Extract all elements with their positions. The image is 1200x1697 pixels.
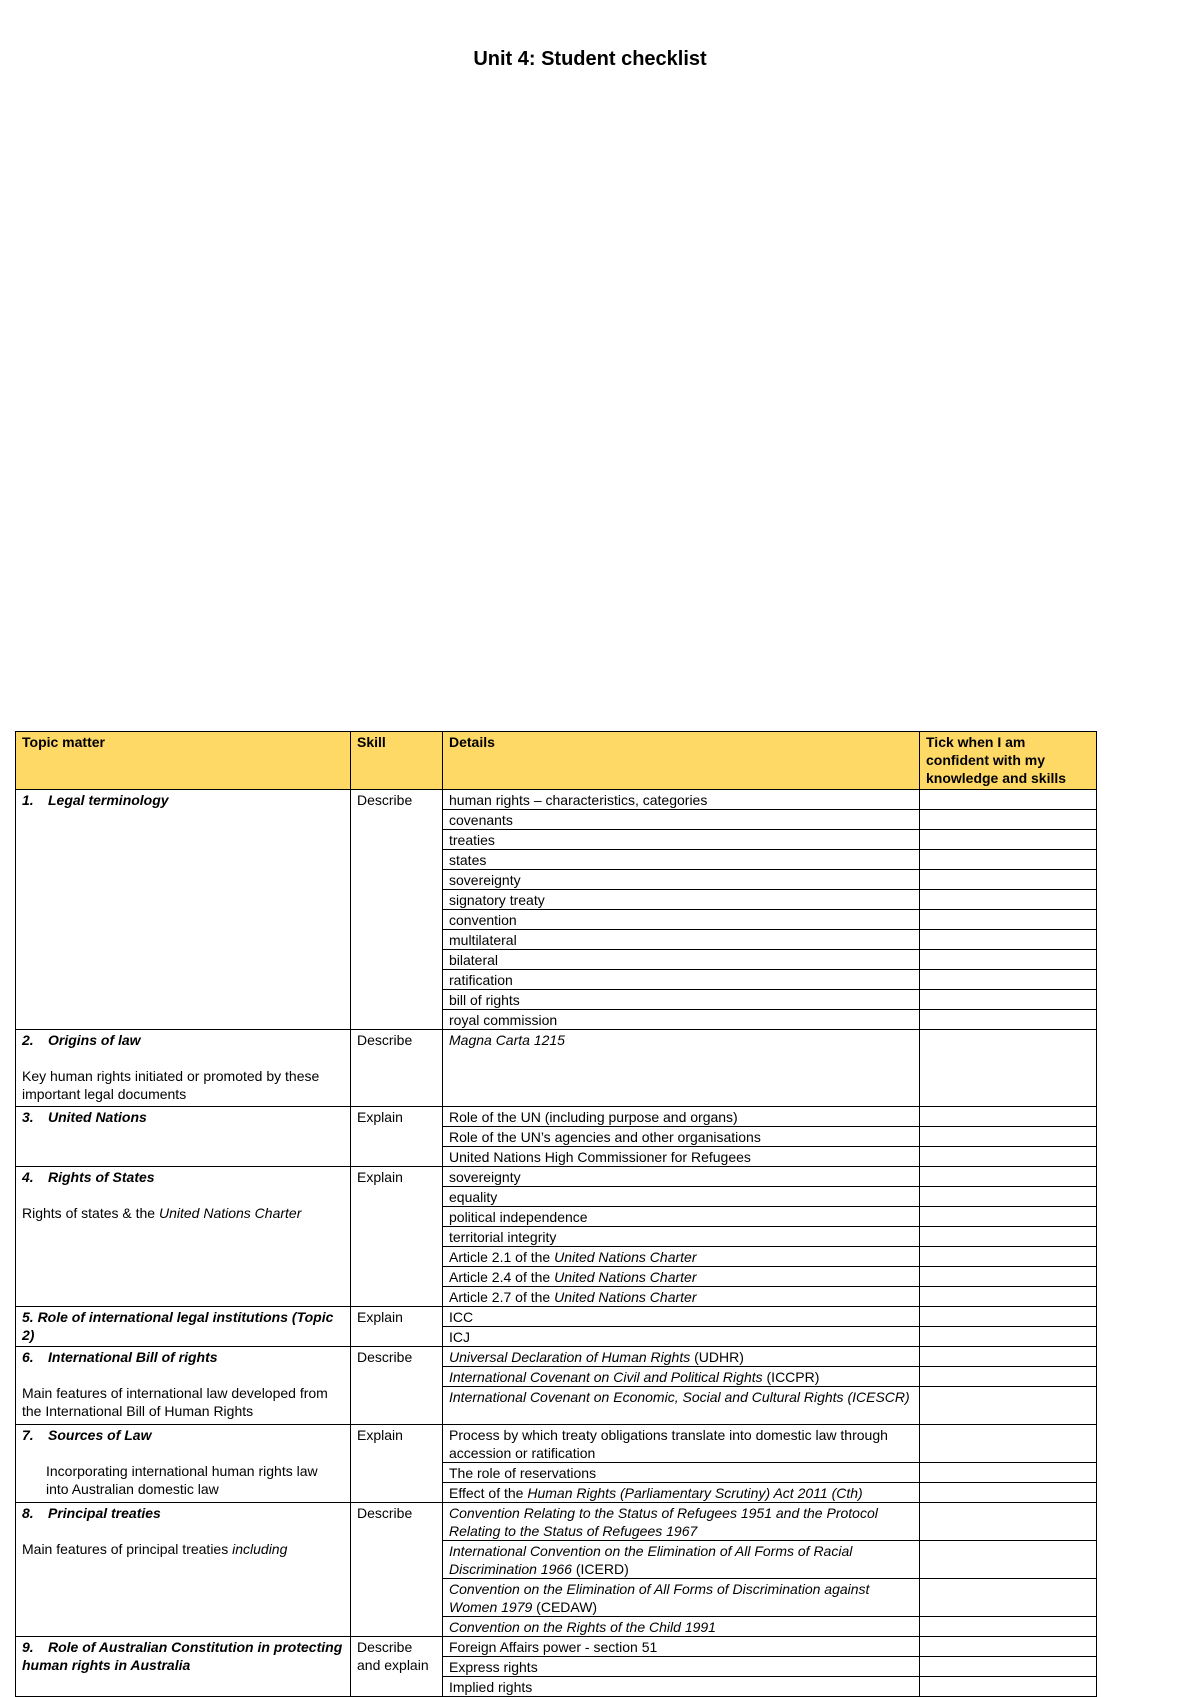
header-topic-matter: Topic matter xyxy=(16,732,351,790)
tick-cell[interactable] xyxy=(920,1347,1097,1367)
topic-title: International Bill of rights xyxy=(48,1349,218,1365)
skill-cell: Describe xyxy=(351,790,443,1030)
skill-cell: Describe xyxy=(351,1347,443,1425)
tick-cell[interactable] xyxy=(920,1617,1097,1637)
tick-cell[interactable] xyxy=(920,1327,1097,1347)
detail-item: International Convention on the Elimination of All Forms of Racial Discrimination 1966 (ICERD) xyxy=(443,1541,920,1579)
tick-cell[interactable] xyxy=(920,970,1097,990)
header-skill: Skill xyxy=(351,732,443,790)
detail-item: covenants xyxy=(443,810,920,830)
tick-cell[interactable] xyxy=(920,1425,1097,1463)
tick-cell[interactable] xyxy=(920,810,1097,830)
tick-cell[interactable] xyxy=(920,790,1097,810)
detail-item: territorial integrity xyxy=(443,1227,920,1247)
checklist-table xyxy=(15,731,1097,1697)
tick-cell[interactable] xyxy=(920,1167,1097,1187)
tick-cell[interactable] xyxy=(920,1503,1097,1541)
tick-cell[interactable] xyxy=(920,1637,1097,1657)
tick-cell[interactable] xyxy=(920,1367,1097,1387)
detail-item: equality xyxy=(443,1187,920,1207)
detail-item: ICJ xyxy=(443,1327,920,1347)
detail-item: ICC xyxy=(443,1307,920,1327)
tick-cell[interactable] xyxy=(920,1541,1097,1579)
detail-item: multilateral xyxy=(443,930,920,950)
tick-cell[interactable] xyxy=(920,1307,1097,1327)
topic-title: Sources of Law xyxy=(48,1427,152,1443)
tick-cell[interactable] xyxy=(920,1287,1097,1307)
detail-item: Article 2.1 of the United Nations Charter xyxy=(443,1247,920,1267)
skill-cell: Describe xyxy=(351,1030,443,1107)
detail-item: convention xyxy=(443,910,920,930)
topic-cell: 1. Legal terminology xyxy=(16,790,351,1030)
topic-title: Origins of law xyxy=(48,1032,141,1048)
tick-cell[interactable] xyxy=(920,1127,1097,1147)
tick-cell[interactable] xyxy=(920,1483,1097,1503)
tick-cell[interactable] xyxy=(920,1657,1097,1677)
detail-item: ratification xyxy=(443,970,920,990)
detail-item: Convention Relating to the Status of Refugees 1951 and the Protocol Relating to the Status of Refugees 1967 xyxy=(443,1503,920,1541)
tick-cell[interactable] xyxy=(920,850,1097,870)
topic-note: Rights of states & the United Nations Charter xyxy=(22,1205,302,1221)
detail-item: signatory treaty xyxy=(443,890,920,910)
detail-item: Magna Carta 1215 xyxy=(443,1030,920,1107)
topic-cell: 3. United Nations xyxy=(16,1107,351,1167)
detail-item: Implied rights xyxy=(443,1677,920,1697)
skill-cell: Explain xyxy=(351,1307,443,1347)
topic-note: Incorporating international human rights law into Australian domestic law xyxy=(46,1463,318,1497)
topic-title: 5. Role of international legal institutions (Topic 2) xyxy=(22,1309,334,1343)
detail-item: Foreign Affairs power - section 51 xyxy=(443,1637,920,1657)
detail-item: political independence xyxy=(443,1207,920,1227)
header-details: Details xyxy=(443,732,920,790)
detail-item: sovereignty xyxy=(443,1167,920,1187)
topic-cell: 6. International Bill of rights Main features of international law developed from the International Bill of Human Rights xyxy=(16,1347,351,1425)
tick-cell[interactable] xyxy=(920,910,1097,930)
tick-cell[interactable] xyxy=(920,1187,1097,1207)
detail-item: Article 2.4 of the United Nations Charter xyxy=(443,1267,920,1287)
detail-item: sovereignty xyxy=(443,870,920,890)
tick-cell[interactable] xyxy=(920,1247,1097,1267)
detail-item: bill of rights xyxy=(443,990,920,1010)
tick-cell[interactable] xyxy=(920,930,1097,950)
detail-item: bilateral xyxy=(443,950,920,970)
detail-item: treaties xyxy=(443,830,920,850)
detail-item: International Covenant on Economic, Social and Cultural Rights (ICESCR) xyxy=(443,1387,920,1425)
topic-cell: 8. Principal treaties Main features of principal treaties including xyxy=(16,1503,351,1637)
tick-cell[interactable] xyxy=(920,830,1097,850)
tick-cell[interactable] xyxy=(920,1147,1097,1167)
skill-cell: Describe and explain xyxy=(351,1637,443,1697)
detail-item: Article 2.7 of the United Nations Charter xyxy=(443,1287,920,1307)
tick-cell[interactable] xyxy=(920,1107,1097,1127)
tick-cell[interactable] xyxy=(920,890,1097,910)
tick-cell[interactable] xyxy=(920,1207,1097,1227)
topic-title: Rights of States xyxy=(48,1169,155,1185)
topic-note: Key human rights initiated or promoted by these important legal documents xyxy=(22,1068,320,1102)
topic-cell: 4. Rights of States Rights of states & the United Nations Charter xyxy=(16,1167,351,1307)
skill-cell: Explain xyxy=(351,1425,443,1503)
topic-note: Main features of principal treaties including xyxy=(22,1541,288,1557)
skill-cell: Explain xyxy=(351,1167,443,1307)
detail-item: Convention on the Rights of the Child 1991 xyxy=(443,1617,920,1637)
topic-cell: 2. Origins of law Key human rights initiated or promoted by these important legal documents xyxy=(16,1030,351,1107)
detail-item: The role of reservations xyxy=(443,1463,920,1483)
topic-cell: 9. Role of Australian Constitution in protecting human rights in Australia xyxy=(16,1637,351,1697)
tick-cell[interactable] xyxy=(920,1579,1097,1617)
detail-item: human rights – characteristics, categories xyxy=(443,790,920,810)
tick-cell[interactable] xyxy=(920,1463,1097,1483)
topic-cell xyxy=(16,1307,351,1347)
detail-item: Express rights xyxy=(443,1657,920,1677)
detail-item: Effect of the Human Rights (Parliamentary Scrutiny) Act 2011 (Cth) xyxy=(443,1483,920,1503)
tick-cell[interactable] xyxy=(920,990,1097,1010)
skill-cell: Explain xyxy=(351,1107,443,1167)
detail-item: Convention on the Elimination of All Forms of Discrimination against Women 1979 (CEDAW) xyxy=(443,1579,920,1617)
detail-item: Role of the UN’s agencies and other organisations xyxy=(443,1127,920,1147)
detail-item: Process by which treaty obligations translate into domestic law through accession or ratification xyxy=(443,1425,920,1463)
tick-cell[interactable] xyxy=(920,1227,1097,1247)
page-title: Unit 4: Student checklist xyxy=(473,48,707,70)
topic-title: United Nations xyxy=(48,1109,147,1125)
detail-item: royal commission xyxy=(443,1010,920,1030)
topic-title: Role of Australian Constitution in protecting human rights in Australia xyxy=(22,1639,343,1673)
header-tick: Tick when I am confident with my knowledge and skills xyxy=(920,732,1097,790)
topic-title: Principal treaties xyxy=(48,1505,161,1521)
detail-item: Universal Declaration of Human Rights (UDHR) xyxy=(443,1347,920,1367)
topic-note: Main features of international law developed from the International Bill of Human Rights xyxy=(22,1385,328,1419)
tick-cell[interactable] xyxy=(920,1267,1097,1287)
tick-cell[interactable] xyxy=(920,1677,1097,1697)
detail-item: United Nations High Commissioner for Refugees xyxy=(443,1147,920,1167)
tick-cell[interactable] xyxy=(920,1010,1097,1030)
tick-cell[interactable] xyxy=(920,1030,1097,1107)
tick-cell[interactable] xyxy=(920,870,1097,890)
topic-title: Legal terminology xyxy=(48,792,169,808)
detail-item: Role of the UN (including purpose and organs) xyxy=(443,1107,920,1127)
detail-item: International Covenant on Civil and Political Rights (ICCPR) xyxy=(443,1367,920,1387)
tick-cell[interactable] xyxy=(920,1387,1097,1425)
detail-item: states xyxy=(443,850,920,870)
skill-cell: Describe xyxy=(351,1503,443,1637)
topic-cell: 7. Sources of Law Incorporating international human rights law into Australian domestic law xyxy=(16,1425,351,1503)
tick-cell[interactable] xyxy=(920,950,1097,970)
